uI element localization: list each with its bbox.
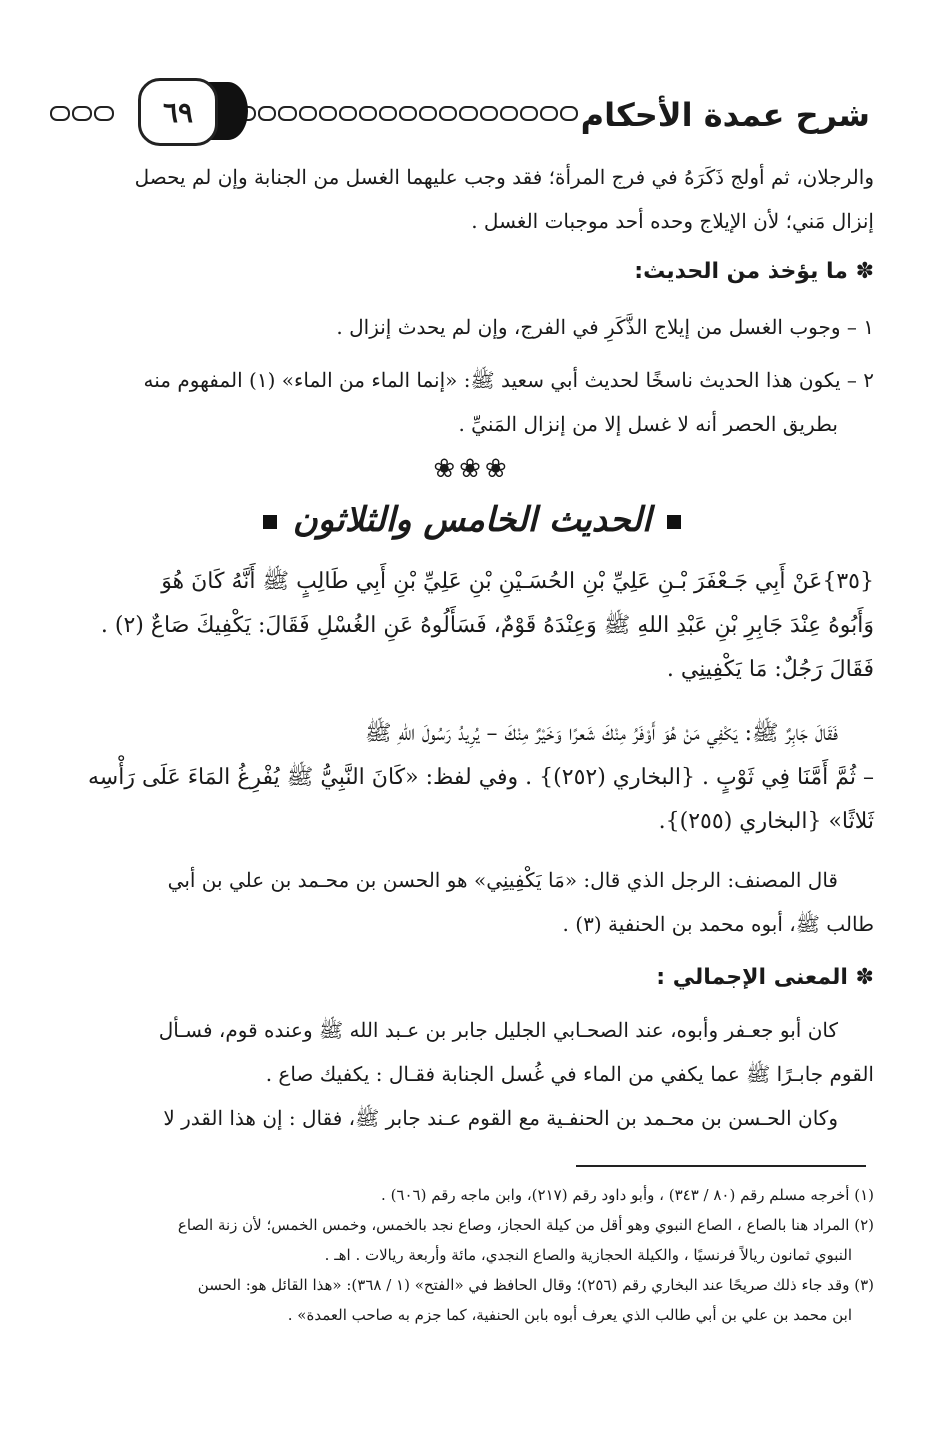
footnote-3-line-2: ابن محمد بن علي بن أبي طالب الذي يعرف أبوه بابن الحنفية، كما جزم به صاحب العمدة» . — [287, 1306, 852, 1324]
section-title-text: الحديث الخامس والثلاثون — [292, 500, 652, 540]
hadith-line-5: – ثُمَّ أَمَّنَا فِي ثَوْبٍ . {البخاري (٢٥٢)} . وفي لفظ: «كَانَ النَّبِيُّ ﷺ يُفْرِغُ المَاءَ عَلَى رَأْسِه — [88, 765, 874, 790]
footnote-3-line-1: (٣) وقد جاء ذلك صريحًا عند البخاري رقم (٢٥٦)؛ وقال الحافظ في «الفتح» (١ / ٣٦٨): «هذا القائل هو: الحسن — [197, 1276, 874, 1294]
footnote-1: (١) أخرجه مسلم رقم (٨٠ / ٣٤٣) ، وأبو داود رقم (٢١٧)، وابن ماجه رقم (٦٠٦) . — [381, 1186, 874, 1204]
hadith-line-2: وَأَبُوهُ عِنْدَ جَابِرِ بْنِ عَبْدِ اللهِ ﷺ وَعِنْدَهُ قَوْمٌ، فَسَأَلُوهُ عَنِ الغُسْلِ فَقَالَ: يَكْفِيكَ صَاعٌ (٢) . — [100, 613, 874, 638]
author-note-line-1: قال المصنف: الرجل الذي قال: «مَا يَكْفِينِي» هو الحسن بن محـمد بن علي بن أبي — [167, 868, 838, 892]
intro-line-2: إنزال مَني؛ لأن الإيلاج وحده أحد موجبات الغسل . — [471, 209, 874, 233]
author-note — [68, 858, 874, 946]
general-meaning-line-1: كان أبو جعـفر وأبوه، عند الصحـابي الجليل جابر بن عـبد الله ﷺ وعنده قوم، فسـأل — [158, 1018, 838, 1042]
takeaways-list — [68, 305, 874, 349]
hadith-line-3: فَقَالَ رَجُلٌ: مَا يَكْفِينِي . — [666, 657, 874, 682]
general-meaning-line-3: وكان الحـسن بن محـمد بن الحنفـية مع القوم عـند جابر ﷺ، فقال : إن هذا القدر لا — [163, 1106, 838, 1130]
footnote-2-line-1: (٢) المراد هنا بالصاع ، الصاع النبوي وهو أقل من كيلة الحجاز، وصاع نجد بالخمس، وخمس الخمس؛ لأن زنة الصاع — [177, 1216, 874, 1234]
takeaways-section — [68, 250, 874, 294]
page-header — [50, 70, 870, 160]
page-number: ٦٩ — [138, 78, 218, 146]
footnote-2-line-2: النبوي ثمانون ريالاً فرنسيًا ، والكيلة الحجازية والصاع النجدي، مائة وأربعة ريالات . اهـ . — [324, 1246, 852, 1264]
hadith-line-6: ثَلاثًا» {البخاري (٢٥٥)}. — [658, 809, 874, 834]
book-title: شرح عمدة الأحكام — [580, 96, 870, 134]
takeaway-item-1: ١ – وجوب الغسل من إيلاج الذَّكَرِ في الفرج، وإن لم يحدث إنزال . — [336, 315, 874, 339]
hadith-text-2 — [68, 712, 874, 844]
takeaways-item-2 — [68, 358, 874, 446]
section-title — [0, 500, 944, 540]
title-square-icon — [667, 515, 681, 529]
general-meaning-heading: ✽ المعنى الإجمالي : — [656, 965, 874, 990]
takeaway-item-2-line-1: ٢ – يكون هذا الحديث ناسخًا لحديث أبي سعيد ﷺ: «إنما الماء من الماء» (١) المفهوم منه — [143, 368, 874, 392]
hadith-text — [68, 560, 874, 692]
general-meaning-section — [68, 956, 874, 1000]
flower-separator: ❀❀❀ — [433, 454, 511, 484]
intro-paragraph — [68, 155, 874, 243]
general-meaning-text — [68, 1008, 874, 1140]
takeaway-item-2-line-2: بطريق الحصر أنه لا غسل إلا من إنزال المَنيِّ . — [458, 412, 838, 436]
header-ornament-chain — [198, 106, 578, 126]
author-note-line-2: طالب ﷺ، أبوه محمد بن الحنفية (٣) . — [562, 912, 874, 936]
title-square-icon — [263, 515, 277, 529]
hadith-line-4: فَقَالَ جَابِرٌ ﷺ: يَكْفِي مَنْ هُوَ أَوْفَرُ مِنْكَ شَعرًا وَخَيْرٌ مِنْكَ – يُرِيدُ رَسُولَ اللهِ ﷺ — [364, 721, 838, 746]
general-meaning-line-2: القوم جابـرًا ﷺ عما يكفي من الماء في غُسل الجنابة فقـال : يكفيك صاع . — [265, 1062, 874, 1086]
takeaways-heading: ✽ ما يؤخذ من الحديث: — [634, 259, 874, 284]
header-ornament-chain-left — [50, 106, 114, 126]
footnotes — [68, 1180, 874, 1330]
footnote-divider — [576, 1165, 866, 1167]
hadith-line-1: {٣٥}عَنْ أَبِي جَـعْفَرَ بْـنِ عَلِيِّ بْنِ الحُسَـيْنِ بْنِ عَلِيِّ بْنِ أَبِي طَالِبٍ ﷺ أَنَّهُ كَانَ هُوَ — [161, 569, 874, 594]
intro-line-1: والرجلان، ثم أولج ذَكَرَهُ في فرج المرأة؛ فقد وجب عليهما الغسل من الجنابة وإن لم يحصل — [134, 165, 874, 189]
